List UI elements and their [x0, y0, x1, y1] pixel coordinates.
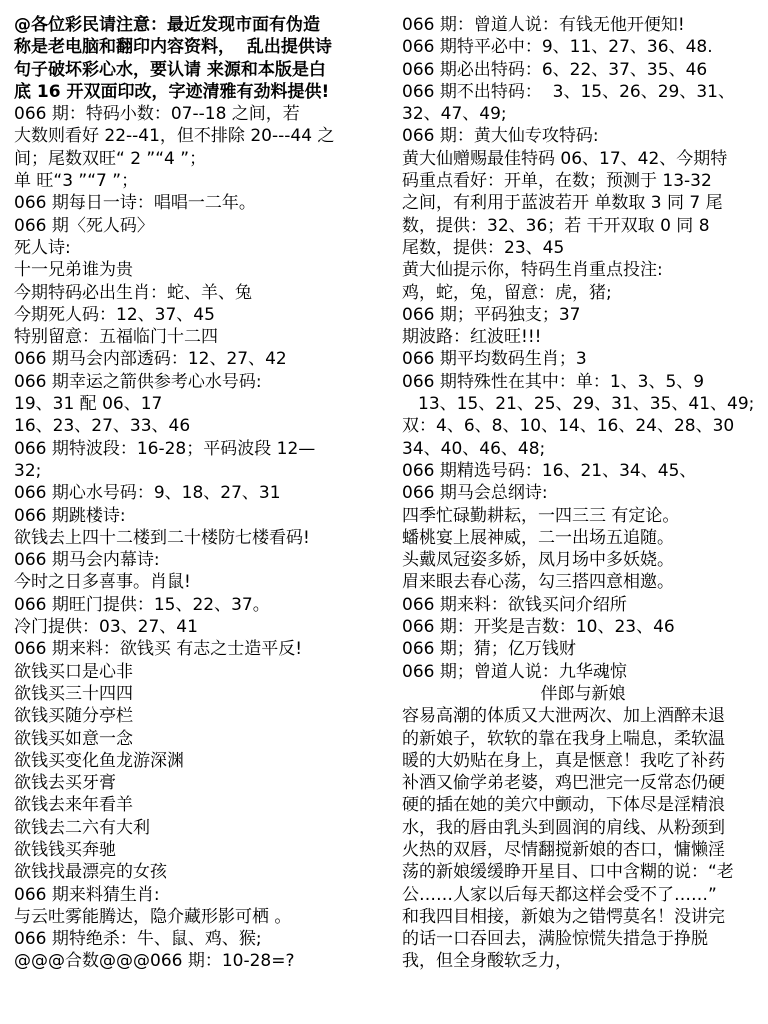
left-column-line: @@@合数@@@066 期：10-28=? [14, 951, 295, 972]
right-column-line: 荡的新娘缓缓睁开星目、口中含糊的说：“老 [402, 862, 734, 883]
left-column-line: 称是老电脑和翻印内容资料， 乱出提供诗 [14, 37, 332, 58]
right-column-line: 和我四目相接，新娘为之错愕莫名！没讲完 [402, 906, 725, 927]
left-column-line: 066 期马会内部透码：12、27、42 [14, 349, 287, 370]
right-column-line: 尾数，提供：23、45 [402, 237, 565, 258]
left-column-line: 066 期特绝杀：牛、鼠、鸡、猴; [14, 929, 262, 950]
right-column-line: 鸡，蛇，兔，留意：虎，猪; [402, 282, 612, 303]
right-column-line: 之间，有利用于蓝波若开 单数取 3 同 7 尾 [402, 193, 723, 214]
left-column-line: 单 旺“3 ”“7 ”； [14, 171, 139, 192]
right-column-line: 066 期；猜；亿万钱财 [402, 639, 576, 660]
left-column-line: 欲钱去买牙膏 [14, 773, 116, 794]
left-column-line: 066 期每日一诗：唱唱一二年。 [14, 193, 256, 214]
left-column-line: 欲钱去二六有大利 [14, 817, 150, 838]
left-column-line: 066 期特波段：16-28；平码波段 12— [14, 438, 316, 459]
right-column-line: 我，但全身酸软乏力， [402, 951, 572, 972]
left-column-line: 间；尾数双旺“ 2 ”“4 ”； [14, 148, 207, 169]
right-column-line: 066 期：曾道人说：有钱无他开便知! [402, 15, 685, 35]
right-column-line: 066 期特平必中：9、11、27、36、48. [402, 37, 713, 58]
right-column-line: 32、47、49; [402, 104, 507, 125]
left-column-line: 冷门提供：03、27、41 [14, 617, 198, 638]
right-column-line: 066 期：黄大仙专攻特码: [402, 126, 599, 147]
left-column-line: 欲钱去来年看羊 [14, 795, 133, 816]
left-column-line: 066 期来料：欲钱买 有志之士造平反! [14, 639, 303, 660]
right-column-line: 数，提供：32、36；若 干开双取 0 同 8 [402, 215, 710, 236]
left-column-line: 066 期心水号码：9、18、27、31 [14, 483, 281, 504]
right-column-line: 的新娘子，软软的靠在我身上喘息，柔软温 [402, 728, 725, 749]
left-column-line: 19、31 配 06、17 [14, 394, 163, 415]
left-column-line: @各位彩民请注意：最近发现市面有伪造 [14, 15, 320, 35]
right-column-line: 头戴凤冠姿多娇，凤月场中多妖娆。 [402, 550, 674, 571]
left-column-line: 欲钱买如意一念 [14, 728, 133, 749]
left-column-line: 32; [14, 460, 42, 481]
right-column-line: 34、40、46、48; [402, 438, 546, 459]
left-column-line: 死人诗: [14, 237, 71, 258]
left-column-line: 066 期马会内幕诗: [14, 550, 160, 571]
right-column-line: 066 期来料：欲钱买问介绍所 [402, 594, 627, 615]
left-column-line: 066 期跳楼诗: [14, 505, 126, 526]
right-column-line: 伴郎与新娘 [540, 683, 626, 704]
right-column-line: 公……人家以后每天都这样会受不了……” [402, 884, 717, 905]
right-column-line: 066 期平均数码生肖；3 [402, 349, 587, 370]
left-column-line: 今时之日多喜事。肖鼠! [14, 572, 191, 593]
left-column-line: 欲钱找最漂亮的女孩 [14, 862, 167, 883]
left-column-line: 欲钱买随分亭栏 [14, 706, 133, 727]
left-column-line: 欲钱钱买奔驰 [14, 839, 116, 860]
left-column-line: 066 期〈死人码〉 [14, 215, 154, 236]
left-column-line: 欲钱买三十四四 [14, 683, 133, 704]
right-column-line: 期波路：红波旺!!! [402, 327, 542, 348]
right-column-line: 蟠桃宴上展神威，二一出场五追随。 [402, 527, 674, 548]
left-column-line: 大数则看好 22--41，但不排除 20---44 之 [14, 126, 335, 147]
left-column [14, 14, 382, 973]
right-column-line: 黄大仙提示你，特码生肖重点投注: [402, 260, 663, 281]
left-column-line: 底 16 开双面印改，字迹清雅有劲料提供! [14, 81, 330, 102]
right-column-line: 双：4、6、8、10、14、16、24、28、30 [402, 416, 735, 437]
left-column-line: 与云吐雾能腾达，隐介藏形影可栖 。 [14, 906, 292, 927]
right-column-line: 066 期精选号码：16、21、34、45、 [402, 460, 697, 481]
right-column-line: 066 期马会总纲诗: [402, 483, 548, 504]
right-column-line: 火热的双唇，尽情翻搅新娘的杏口，慵懒淫 [402, 839, 725, 860]
right-column-line: 066 期不出特码： 3、15、26、29、31、 [402, 81, 736, 102]
left-column-line: 066 期旺门提供：15、22、37。 [14, 594, 270, 615]
right-column-line: 硬的插在她的美穴中颤动，下体尽是淫精浪 [402, 795, 725, 816]
left-column-line: 066 期来料猜生肖: [14, 884, 160, 905]
left-column-line: 今期特码必出生肖：蛇、羊、兔 [14, 282, 252, 303]
right-column-line: 四季忙碌勤耕耘，一四三三 有定论。 [402, 505, 680, 526]
right-column-line: 066 期；曾道人说：九华魂惊 [402, 661, 627, 682]
right-column-line: 13、15、21、25、29、31、35、41、49; [418, 394, 755, 415]
right-column-line: 黄大仙赠赐最佳特码 06、17、42、今期特 [402, 148, 728, 169]
left-column-line: 十一兄弟谁为贵 [14, 260, 133, 281]
right-column-line: 的话一口吞回去，满脸惊慌失措急于挣脱 [402, 929, 708, 950]
right-column-line: 066 期必出特码：6、22、37、35、46 [402, 59, 708, 80]
left-column-line: 句子破坏彩心水，要认请 来源和本版是白 [14, 59, 326, 80]
right-column-line: 暖的大奶贴在身上，真是惬意！我吃了补药 [402, 750, 725, 771]
left-column-line: 欲钱买变化鱼龙游深渊 [14, 750, 184, 771]
right-column-line: 补酒又偷学弟老婆，鸡巴泄完一反常态仍硬 [402, 773, 725, 794]
right-column-line: 码重点看好：开单，在数；预测于 13-32 [402, 171, 712, 192]
left-column-line: 今期死人码：12、37、45 [14, 304, 215, 325]
left-column-line: 066 期幸运之箭供参考心水号码: [14, 371, 262, 392]
right-column-line: 水，我的唇由乳头到圆润的肩线、从粉颈到 [402, 817, 725, 838]
left-column-line: 066 期：特码小数：07--18 之间，若 [14, 104, 300, 125]
left-column-line: 欲钱去上四十二楼到二十楼防七楼看码! [14, 527, 310, 548]
right-column-line: 066 期特殊性在其中：单：1、3、5、9 [402, 371, 705, 392]
right-column-line: 容易高潮的体质又大泄两次、加上酒醉未退 [402, 706, 725, 727]
right-column-line: 066 期；平码独支；37 [402, 304, 581, 325]
left-column-line: 16、23、27、33、46 [14, 416, 191, 437]
right-column-line: 066 期：开奖是吉数：10、23、46 [402, 617, 675, 638]
right-column-line: 眉来眼去春心荡，勾三搭四意相邀。 [402, 572, 674, 593]
right-column [402, 14, 764, 973]
left-column-line: 特别留意：五福临门十二四 [14, 327, 218, 348]
left-column-line: 欲钱买口是心非 [14, 661, 133, 682]
